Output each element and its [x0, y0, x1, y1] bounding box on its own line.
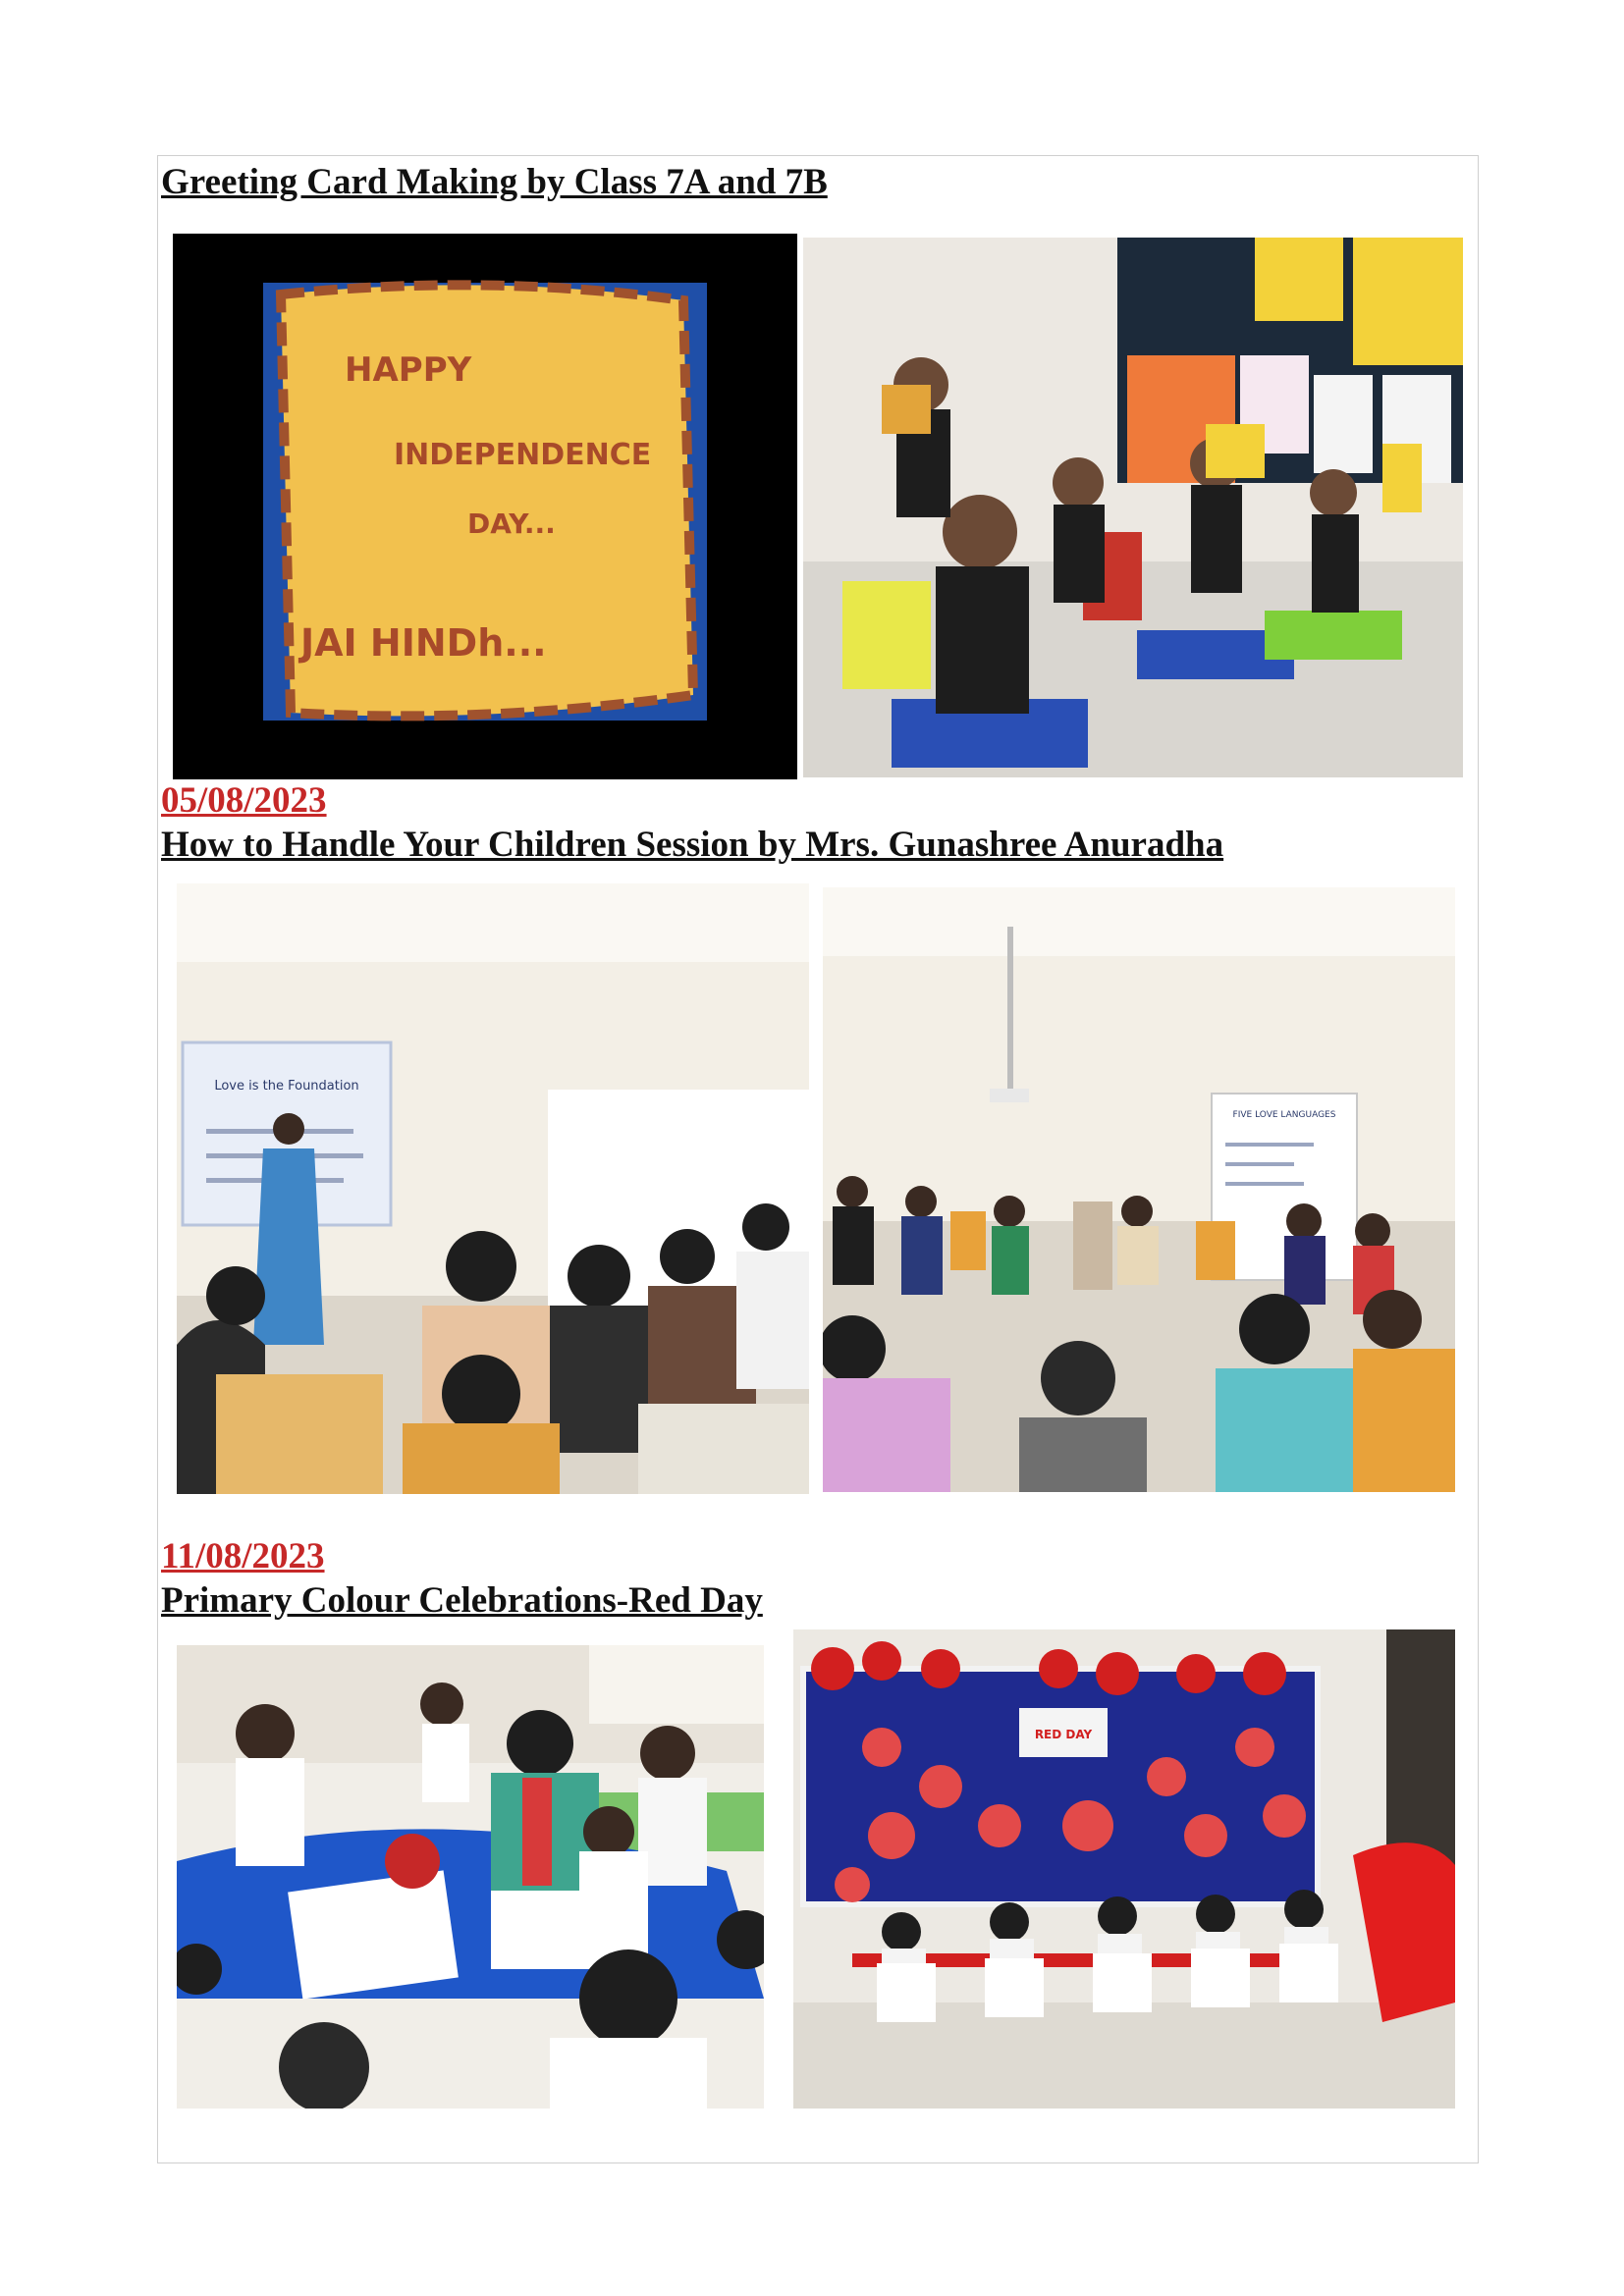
photo-students-with-cards	[803, 238, 1463, 777]
photo-session-speaker	[177, 883, 809, 1494]
photo-session-circle	[823, 887, 1455, 1492]
section-date: 11/08/2023	[161, 1536, 325, 1576]
card-text-line-4: JAI HINDh...	[300, 621, 547, 665]
card-text-line-3: DAY...	[467, 507, 556, 540]
section-date: 05/08/2023	[161, 780, 327, 821]
section-title-red-day: Primary Colour Celebrations-Red Day	[161, 1580, 763, 1621]
section-title-parenting-session: How to Handle Your Children Session by Mrs. Gunashree Anuradha	[161, 825, 1224, 865]
card-text-line-1: HAPPY	[345, 350, 472, 390]
slide-title: Love is the Foundation	[214, 1079, 359, 1094]
board-title: RED DAY	[1034, 1728, 1093, 1741]
photo-kids-at-table	[177, 1645, 764, 2109]
photo-independence-day-card	[173, 234, 797, 779]
card-text-line-2: INDEPENDENCE	[394, 438, 652, 472]
photo-red-day-board	[793, 1629, 1455, 2109]
section-title-greeting-card: Greeting Card Making by Class 7A and 7B	[161, 162, 828, 202]
slide-title-2: FIVE LOVE LANGUAGES	[1232, 1110, 1336, 1120]
